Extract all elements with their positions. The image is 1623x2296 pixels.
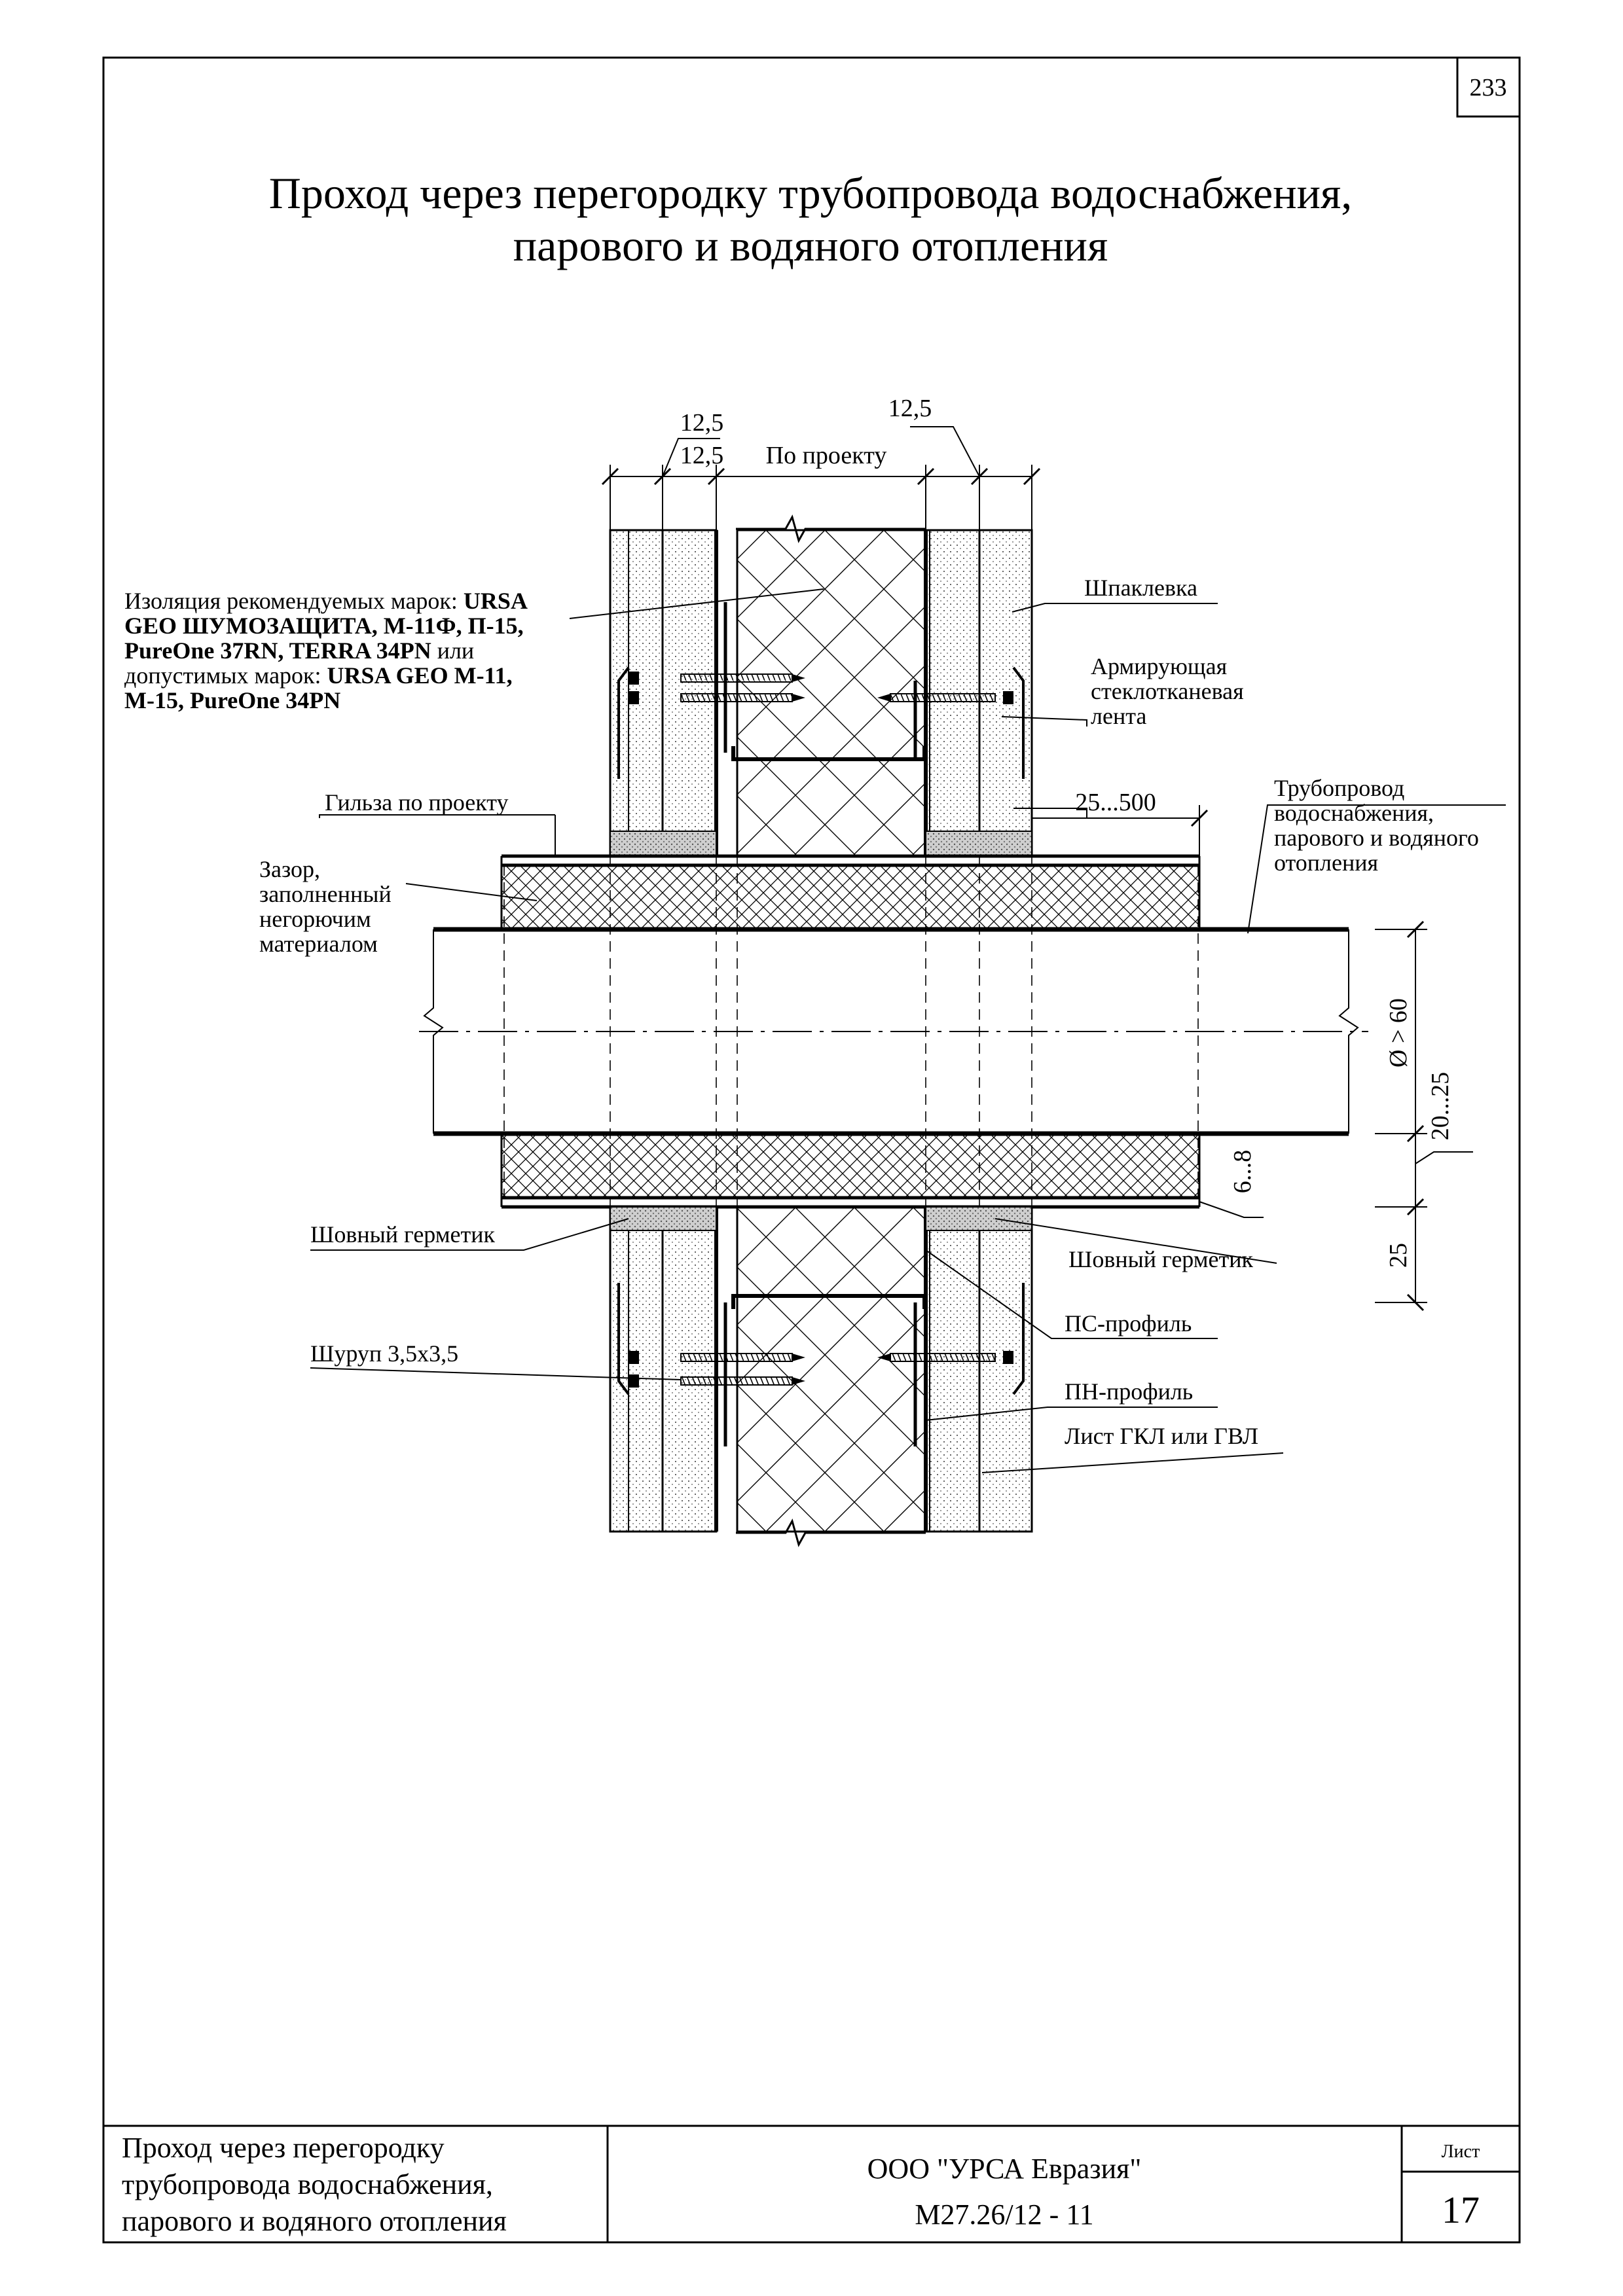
tb-code: М27.26/12 - 11 (915, 2198, 1094, 2231)
label-screw: Шуруп 3,5х3,5 (310, 1340, 459, 1367)
dim-right-top: 12,5 (888, 395, 932, 422)
svg-text:заполненный: заполненный (259, 881, 392, 907)
svg-text:водоснабжения,: водоснабжения, (1274, 800, 1434, 826)
label-sheet: Лист ГКЛ или ГВЛ (1065, 1423, 1258, 1449)
svg-text:GEO ШУМОЗАЩИТА, М-11Ф, П-15,: GEO ШУМОЗАЩИТА, М-11Ф, П-15, (124, 613, 524, 639)
tb-name-line3: парового и водяного отопления (122, 2205, 507, 2237)
dim-gap: 20...25 (1427, 1071, 1454, 1141)
dim-bottom: 25 (1385, 1243, 1412, 1268)
dim-top-outer: 12,5 (680, 409, 724, 437)
label-tape (1091, 653, 1244, 729)
svg-text:материалом: материалом (259, 931, 378, 957)
drawing-title-line2: парового и водяного отопления (513, 221, 1108, 270)
label-sleeve: Гильза по проекту (325, 789, 509, 816)
sleeve-and-pipe (419, 856, 1368, 1207)
dim-sleeve-projection: 25...500 (1075, 789, 1156, 816)
svg-text:Армирующая: Армирующая (1091, 653, 1228, 679)
drawing-title-line1: Проход через перегородку трубопровода водоснабжения, (268, 168, 1353, 218)
tb-name-line1: Проход через перегородку (122, 2132, 445, 2164)
screw-upper-right (877, 691, 1013, 704)
svg-text:стеклотканевая: стеклотканевая (1091, 678, 1244, 704)
svg-text:Изоляция рекомендуемых марок:: Изоляция рекомендуемых марок: URSA (124, 588, 528, 614)
svg-text:негорючим: негорючим (259, 906, 371, 932)
dim-sealant-gap: 6...8 (1229, 1149, 1256, 1194)
svg-text:М-15, PureOne 34PN: М-15, PureOne 34PN (124, 687, 341, 713)
dim-pipe-diameter: Ø > 60 (1385, 998, 1412, 1067)
label-ps-profile: ПС-профиль (1065, 1310, 1192, 1336)
screw-lower-right (877, 1351, 1013, 1364)
svg-text:отопления: отопления (1274, 850, 1379, 876)
svg-text:Зазор,: Зазор, (259, 856, 321, 882)
partition-lower (610, 1207, 1032, 1545)
tb-sheet-label: Лист (1441, 2142, 1480, 2162)
tb-company: ООО "УРСА Евразия" (867, 2153, 1142, 2185)
tb-name-line2: трубопровода водоснабжения, (122, 2168, 493, 2200)
svg-text:допустимых марок: URSA GEO М-1: допустимых марок: URSA GEO М-11, (124, 662, 513, 689)
label-insulation (124, 588, 528, 713)
svg-text:Трубопровод: Трубопровод (1274, 775, 1405, 801)
svg-text:лента: лента (1091, 703, 1147, 729)
svg-text:парового и водяного: парового и водяного (1274, 825, 1479, 851)
label-putty: Шпаклевка (1084, 575, 1197, 601)
label-gap-fill (259, 856, 392, 957)
tb-sheet-number: 17 (1442, 2189, 1480, 2231)
dim-by-project: По проекту (765, 442, 887, 469)
page-number: 233 (1469, 74, 1507, 101)
label-sealant-left: Шовный герметик (310, 1221, 496, 1247)
partition-upper (610, 517, 1032, 856)
label-sealant-right: Шовный герметик (1068, 1246, 1254, 1272)
svg-text:PureOne 37RN, TERRA 34PN или: PureOne 37RN, TERRA 34PN или (124, 637, 475, 664)
label-pipeline (1274, 775, 1479, 876)
dim-top-inner: 12,5 (680, 442, 724, 469)
label-pn-profile: ПН-профиль (1065, 1378, 1194, 1405)
